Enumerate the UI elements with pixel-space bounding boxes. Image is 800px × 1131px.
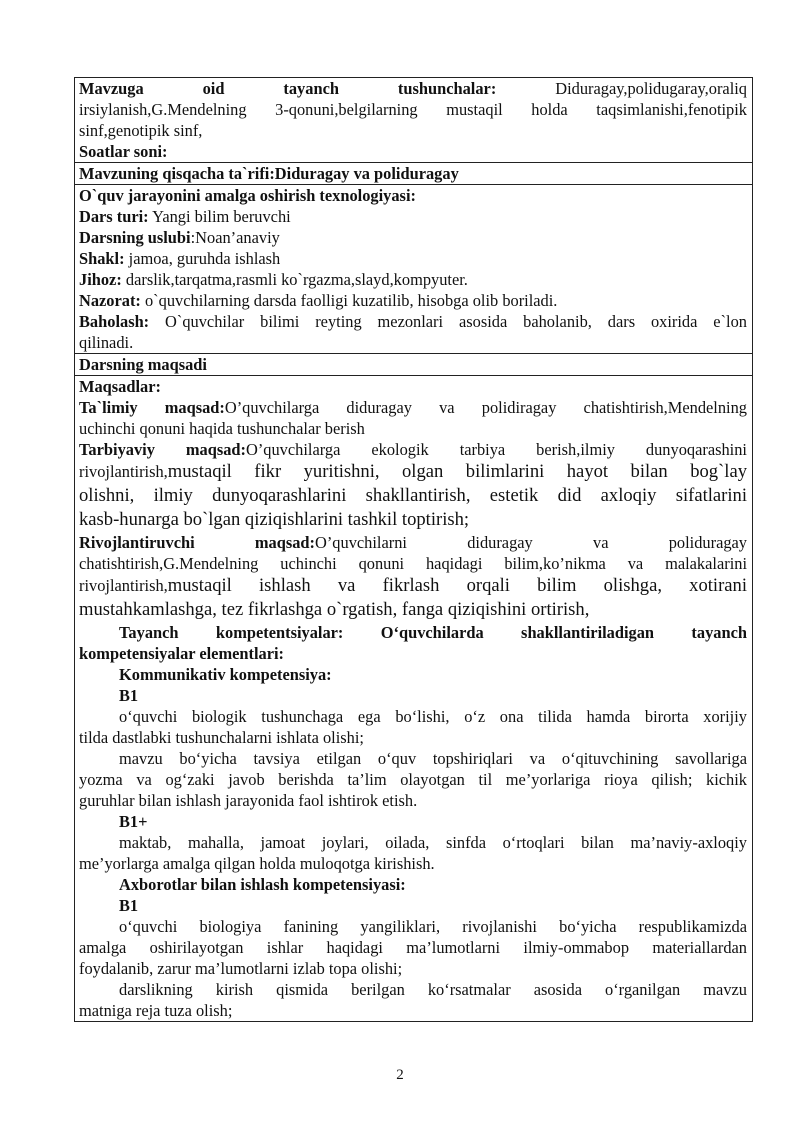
information-p1-line-1: o‘quvchi biologiya fanining yangiliklari, rivojlanishi bo‘yicha respublikamizda	[119, 917, 747, 936]
technology-title: O`quv jarayonini amalga oshirish texnologiyasi:	[79, 186, 416, 205]
objectives-row	[75, 376, 752, 1021]
information-competence-title: Axborotlar bilan ishlash kompetensiyasi:	[119, 875, 406, 894]
topic-summary-text: Diduragay va poliduragay	[274, 164, 459, 183]
lesson-equipment: Jihoz: darslik,tarqatma,rasmli ko`rgazma,slayd,kompyuter.	[79, 270, 468, 289]
upbringing-goal-line-3: olishni, ilmiy dunyoqarashlarini shakllantirish, estetik did axloqiy sifatlarini	[79, 485, 747, 506]
lesson-control: Nazorat: o`quvchilarning darsda faolligi kuzatilib, hisobga olib boriladi.	[79, 291, 558, 310]
educational-goal-line-2: uchinchi qonuni haqida tushunchalar berish	[79, 419, 365, 438]
lesson-form: Shakl: jamoa, guruhda ishlash	[79, 249, 281, 268]
information-p2-line-1: darslikning kirish qismida berilgan ko‘rsatmalar asosida o‘rganilgan mavzu	[119, 980, 747, 999]
educational-goal-line-1: Ta`limiy maqsad:O’quvchilarga diduragay va polidiragay chatishtirish,Mendelning	[79, 398, 747, 417]
level-b1-plus-label: B1+	[119, 812, 148, 831]
key-concepts-row	[75, 78, 752, 163]
key-concepts-label: Mavzuga oid tayanch tushunchalar:	[79, 79, 497, 98]
upbringing-goal-line-4: kasb-hunarga bo`lgan qiziqishlarini tashkil toptirish;	[79, 509, 470, 530]
technology-row	[75, 185, 752, 354]
lesson-goal-row	[75, 354, 752, 376]
developmental-goal-line-4: mustahkamlashga, tez fikrlashga o`rgatish, fanga qiziqishini ortirish,	[79, 599, 590, 620]
assessment-line-1: Baholash: O`quvchilar bilimi reyting mezonlari asosida baholanib, dars oxirida e`lon	[79, 312, 747, 331]
lesson-plan-table	[74, 77, 753, 1022]
lesson-goal-label: Darsning maqsadi	[79, 355, 207, 374]
developmental-goal-line-3: rivojlantirish,mustaqil ishlash va fikrlash orqali bilim olishga, xotirani	[79, 575, 747, 596]
topic-summary-row	[75, 163, 752, 185]
communicative-competence-title: Kommunikativ kompetensiya:	[119, 665, 332, 684]
level-b1-label: B1	[119, 686, 139, 705]
information-p2-line-2: matniga reja tuza olish;	[79, 1001, 233, 1020]
communicative-p2-line-3: guruhlar bilan ishlash jarayonida faol ishtirok etish.	[79, 791, 418, 810]
key-concepts-line-3: sinf,genotipik sinf,	[79, 121, 203, 140]
key-concepts-line-2: irsiylanish,G.Mendelning 3-qonuni,belgilarning mustaqil holda taqsimlanishi,fenotipik	[79, 100, 747, 119]
information-p1-line-3: foydalanib, zarur ma’lumotlarni izlab topa olishi;	[79, 959, 403, 978]
page-number: 2	[396, 1067, 404, 1083]
communicative-p2-line-2: yozma va og‘zaki javob berishda ta’lim olayotgan til me’yorlariga rioya qilish; kichik	[79, 770, 747, 789]
upbringing-goal-line-2: rivojlantirish,mustaqil fikr yuritishni, olgan bilimlarini hayot bilan bog`lay	[79, 461, 747, 482]
assessment-line-2: qilinadi.	[79, 333, 134, 352]
information-p1-line-2: amalga oshirilayotgan ishlar haqidagi ma’lumotlarni ilmiy-ommabop materiallardan	[79, 938, 747, 957]
level-b1-label-2: B1	[119, 896, 139, 915]
communicative-p1-line-1: o‘quvchi biologik tushunchaga ega bo‘lishi, o‘z ona tilida hamda birorta xorijiy	[119, 707, 747, 726]
lesson-type: Dars turi: Yangi bilim beruvchi	[79, 207, 291, 226]
communicative-p1-line-2: tilda dastlabki tushunchalarni ishlata olishi;	[79, 728, 364, 747]
key-concepts-line-1: Mavzuga oid tayanch tushunchalar: Diduragay,polidugaray,oraliq	[79, 79, 747, 98]
developmental-goal-line-2: chatishtirish,G.Mendelning uchinchi qonuni haqidagi bilim,ko’nikma va malakalarini	[79, 554, 747, 573]
objectives-title: Maqsadlar:	[79, 377, 161, 396]
communicative-p3-line-2: me’yorlarga amalga qilgan holda muloqotga kirishish.	[79, 854, 435, 873]
hours-label: Soatlar soni:	[79, 142, 168, 161]
communicative-p3-line-1: maktab, mahalla, jamoat joylari, oilada, sinfda o‘rtoqlari bilan ma’naviy-axloqiy	[119, 833, 747, 852]
developmental-goal-line-1: Rivojlantiruvchi maqsad:O’quvchilarni diduragay va poliduragay	[79, 533, 748, 552]
lesson-method: Darsning uslubi:Noan’anaviy	[79, 228, 280, 247]
topic-summary-label: Mavzuning qisqacha ta`rifi:	[79, 164, 275, 183]
competencies-heading-line-2: kompetensiyalar elementlari:	[79, 644, 284, 663]
competencies-heading-line-1: Tayanch kompetentsiyalar: O‘quvchilarda shakllantiriladigan tayanch	[119, 623, 747, 642]
upbringing-goal-line-1: Tarbiyaviy maqsad:O’quvchilarga ekologik tarbiya berish,ilmiy dunyoqarashini	[79, 440, 747, 459]
communicative-p2-line-1: mavzu bo‘yicha tavsiya etilgan o‘quv topshiriqlari va o‘qituvchining savollariga	[119, 749, 747, 768]
